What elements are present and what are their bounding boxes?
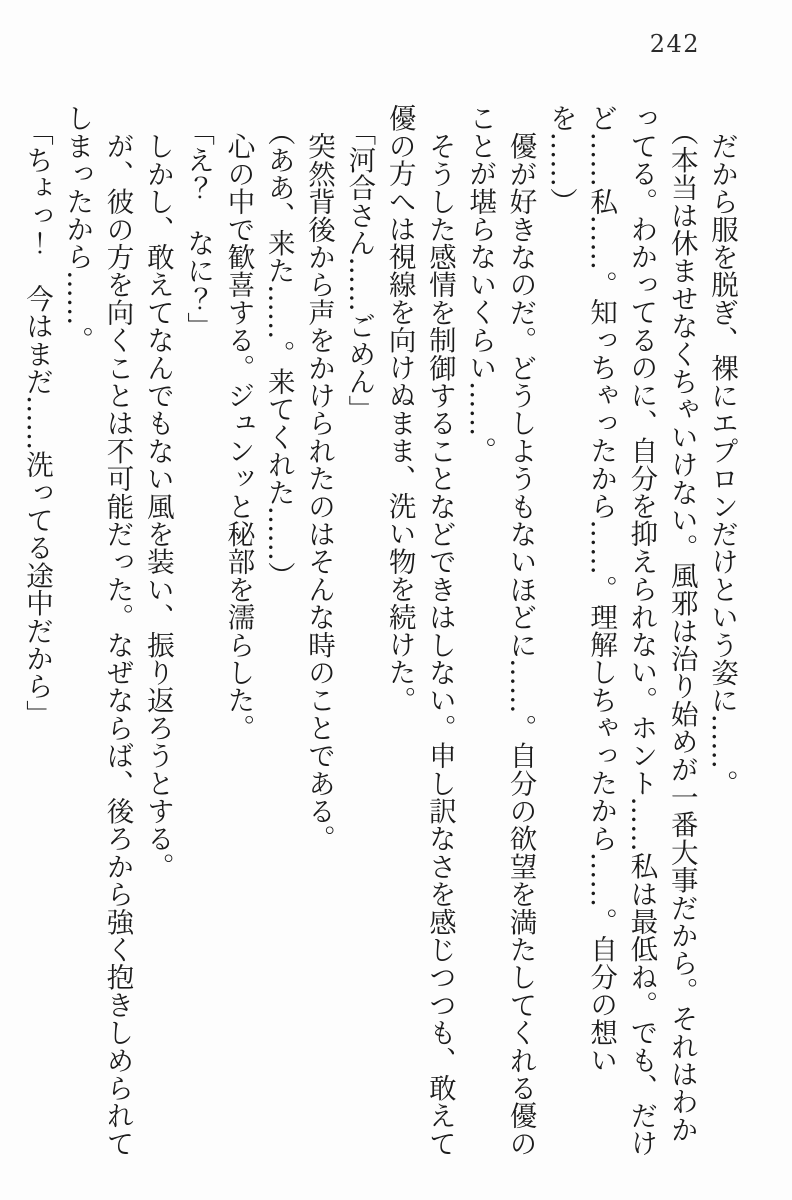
paragraph: だから服を脱ぎ、裸にエプロンだけという姿に……。: [706, 131, 738, 797]
paragraph: 「河合さん……ごめん」: [343, 117, 376, 423]
page-number: 242: [649, 30, 700, 58]
paragraph: （本当は休ませなくちゃいけない。風邪は治り始めが一番大事だから。それはわかってる。わかってるのに、自分を抑えられない。ホント……私は最低ね。でも、だけど……私……。知っちゃったから……。理解しちゃったから……。自分の想いを……）: [544, 104, 698, 1157]
paragraph: 「ちょっ！ 今はまだ……洗ってる途中だから」: [20, 117, 53, 728]
paragraph: 優が好きなのだ。どうしようもないほどに……。自分の欲望を満たしてくれる優のことが堪らないくらい……。: [464, 104, 537, 1157]
paragraph: 「え？ なに？」: [182, 117, 215, 340]
paragraph: が、彼の方を向くことは不可能だった。なぜならば、後ろから強く抱きしめられてしまったから……。: [61, 104, 134, 1157]
paragraph: （ああ、来た……。来てくれた……）: [262, 117, 295, 589]
text-block: [20, 104, 742, 1164]
paragraph: 突然背後から声をかけられたのはそんな時のことである。: [303, 131, 336, 852]
paragraph: 心の中で歓喜する。ジュンッと秘部を濡らした。: [222, 131, 255, 741]
paragraph: そうした感情を制御することなどできはしない。申し訳なさを感じつつも、敢えて優の方へは視線を向けぬまま、洗い物を続けた。: [383, 104, 456, 1157]
paragraph: しかし、敢えてなんでもない風を装い、振り返ろうとする。: [141, 131, 174, 880]
